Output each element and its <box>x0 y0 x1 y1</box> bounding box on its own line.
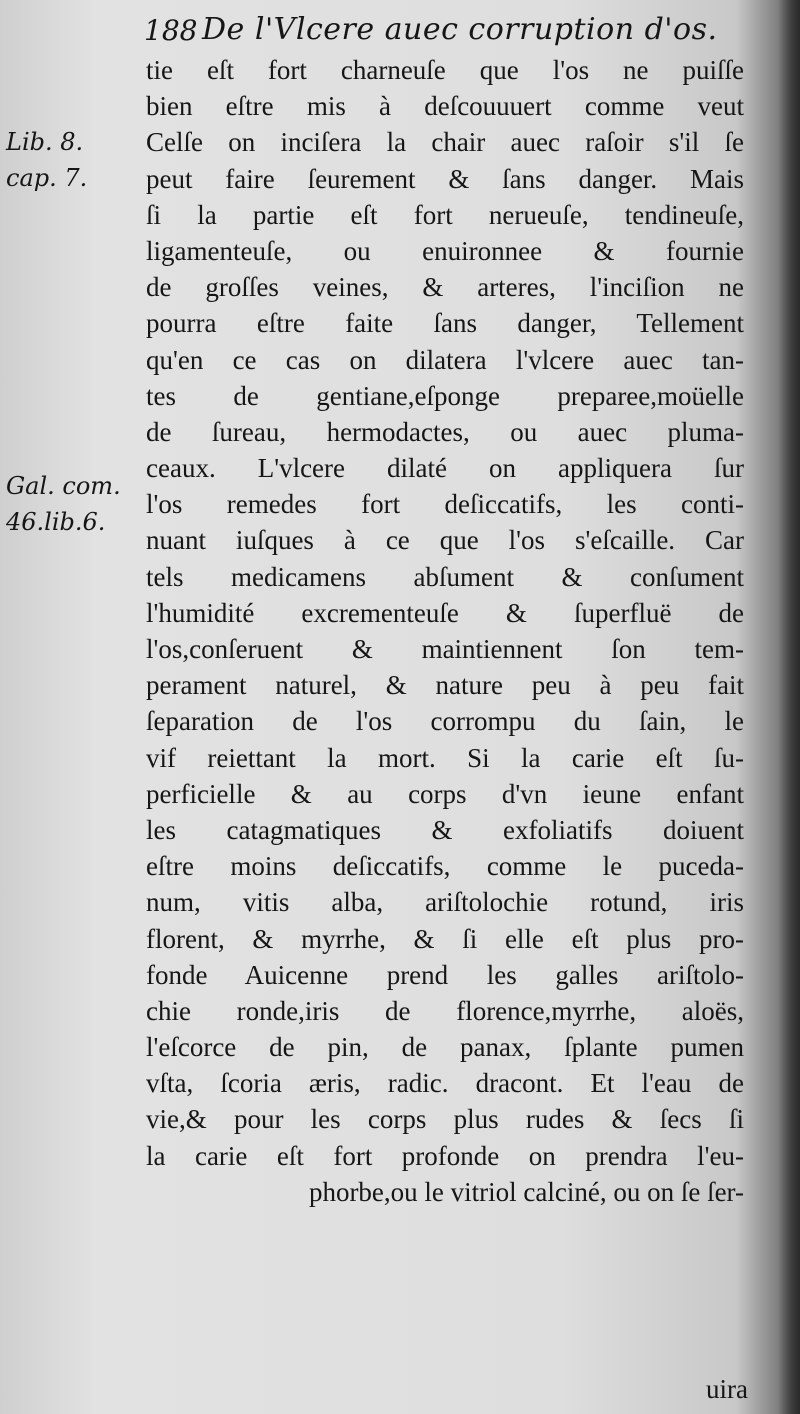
body-line: l'eſcorce de pin, de panax, ſplante pumen <box>146 1032 744 1063</box>
body-line: vif reiettant la mort. Si la carie eſt ſu- <box>146 742 744 773</box>
page-edge-shadow <box>778 0 800 1414</box>
body-line: pourra eſtre faite ſans danger, Tellement <box>146 308 744 339</box>
margin-note-line: cap. 7. <box>6 164 88 192</box>
margin-note-line: Lib. 8. <box>6 128 84 156</box>
body-line: ſi la partie eſt fort nerueuſe, tendineuſe, <box>146 199 744 230</box>
body-line: tes de gentiane,eſponge preparee,moüelle <box>146 380 744 411</box>
body-line: nuant iuſques à ce que l'os s'eſcaille. Car <box>146 525 744 556</box>
body-line: num, vitis alba, ariſtolochie rotund, iris <box>146 887 744 918</box>
body-line: la carie eſt fort profonde on prendra l'eu- <box>146 1140 744 1171</box>
body-line: bien eſtre mis à deſcouuuert comme veut <box>146 91 744 122</box>
margin-note-celse <box>6 124 87 196</box>
body-line: vie,& pour les corps plus rudes & ſecs ſi <box>146 1104 744 1135</box>
body-line: l'os,conſeruent & maintiennent ſon tem- <box>146 634 744 664</box>
margin-note-line: Gal. com. <box>6 472 121 500</box>
body-line: ſeparation de l'os corrompu du ſain, le <box>146 706 744 737</box>
body-line: vſta, ſcoria æris, radic. dracont. Et l'eau de <box>146 1068 744 1099</box>
body-text <box>146 52 744 1210</box>
margin-note-line: 46.lib.6. <box>6 508 106 536</box>
body-line: tels medicamens abſument & conſument <box>146 561 744 592</box>
page-number: 188 <box>144 14 198 47</box>
body-line: fonde Auicenne prend les galles ariſtolo- <box>146 959 744 990</box>
running-head-title: De l'Vlcere auec corruption d'os. <box>202 12 718 47</box>
body-line: l'humidité excrementeuſe & ſuperfluë de <box>146 597 744 628</box>
body-line: de ſureau, hermodactes, ou auec pluma- <box>146 416 744 447</box>
body-line: ligamenteuſe, ou enuironnee & fournie <box>146 235 744 266</box>
body-line: perficielle & au corps d'vn ieune enfant <box>146 778 744 809</box>
body-line: les catagmatiques & exfoliatifs doiuent <box>146 814 744 845</box>
body-line: ceaux. L'vlcere dilaté on appliquera ſur <box>146 453 744 484</box>
body-line: qu'en ce cas on dilatera l'vlcere auec tan- <box>146 344 744 375</box>
body-line: florent, & myrrhe, & ſi elle eſt plus pro- <box>146 923 744 954</box>
body-line: peut faire ſeurement & ſans danger. Mais <box>146 163 744 194</box>
margin-note-galen <box>6 468 121 540</box>
body-line: chie ronde,iris de florence,myrrhe, aloës, <box>146 995 744 1026</box>
body-line: perament naturel, & nature peu à peu fait <box>146 670 744 701</box>
body-line: tie eſt fort charneuſe que l'os ne puiſſe <box>146 55 744 85</box>
body-line: phorbe,ou le vitriol calciné, ou on ſe ſer- <box>308 1176 744 1207</box>
catchword: uira <box>706 1374 748 1404</box>
body-line: de groſſes veines, & arteres, l'inciſion ne <box>146 272 744 303</box>
margin-notes <box>0 0 140 1414</box>
body-line: eſtre moins deſiccatifs, comme le puceda- <box>146 851 744 882</box>
body-line: l'os remedes fort deſiccatifs, les conti- <box>146 489 744 520</box>
body-line: Celſe on inciſera la chair auec raſoir s'il ſe <box>146 127 744 158</box>
